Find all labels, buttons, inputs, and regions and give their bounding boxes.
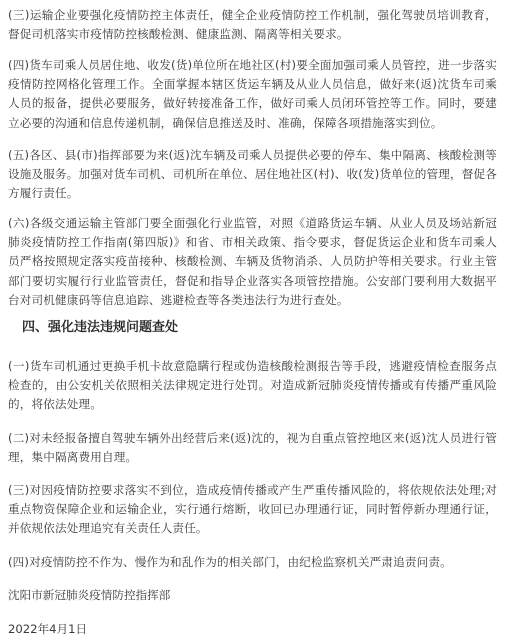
paragraph-5: (五)各区、县(市)指挥部要为来(返)沈车辆及司乘人员提供必要的停车、集中隔离、核酸检测等设施及服务。加强对货车司机、司机所在单位、居住地社区(村)、收(发)货单位的管理，督促各方履行责任。 <box>8 148 497 201</box>
section-paragraph-1: (一)货车司机通过更换手机卡故意隐瞒行程或伪造核酸检测报告等手段，逃避疫情检查服务点检查的，由公安机关依照相关法律规定进行处罚。对造成新冠肺炎疫情传播或有传播严重风险的，将依法处理。 <box>8 359 497 412</box>
paragraph-6: (六)各级交通运输主管部门要全面强化行业监管，对照《道路货运车辆、从业人员及场站新冠肺炎疫情防控工作指南(第四版)》和省、市相关政策、指令要求，督促货运企业和货车司乘人员严格按照规定落实疫苗接种、核酸检测、车辆及货物消杀、人员防护等相关要求。行业主管部门要切实履行行业监管责任，督促和指导企业落实各项管控措施。公安部门要利用大数据平台对司机健康码等信息追踪、逃避检查等各类违法行为进行查处。 <box>8 216 497 307</box>
section-paragraph-3: (三)对因疫情防控要求落实不到位，造成疫情传播或产生严重传播风险的，将依规依法处理;对重点物资保障企业和运输企业，实行通行熔断，收回已办理通行证，同时暂停新办理通行证，并依规依法处理追究有关责任人责任。 <box>8 483 497 536</box>
section-paragraph-2: (二)对未经报备擅自驾驶车辆外出经营后来(返)沈的，视为自重点管控地区来(返)沈人员进行管理，集中隔离费用自理。 <box>8 431 497 465</box>
paragraph-3: (三)运输企业要强化疫情防控主体责任，健全企业疫情防控工作机制，强化驾驶员培训教育，督促司机落实市疫情防控核酸检测、健康监测、隔离等相关要求。 <box>8 8 497 42</box>
issuing-authority: 沈阳市新冠肺炎疫情防控指挥部 <box>8 588 171 602</box>
paragraph-4: (四)货车司乘人员居住地、收发(货)单位所在地社区(村)要全面加强司乘人员管控，进一步落实疫情防控网格化管理工作。全面掌握本辖区货运车辆及从业人员信息，做好来(返)沈货车司乘人员的报备，提供必要服务，做好转接准备工作，做好司乘人员闭环管控等工作。同时，要建立必要的沟通和信息传递机制，确保信息推送及时、准确，保障各项措施落实到位。 <box>8 58 497 130</box>
issue-date: 2022年4月1日 <box>8 622 88 636</box>
section-heading: 四、强化违法违规问题查处 <box>22 320 179 335</box>
section-paragraph-4: (四)对疫情防控不作为、慢作为和乱作为的相关部门，由纪检监察机关严肃追责问责。 <box>8 555 452 569</box>
